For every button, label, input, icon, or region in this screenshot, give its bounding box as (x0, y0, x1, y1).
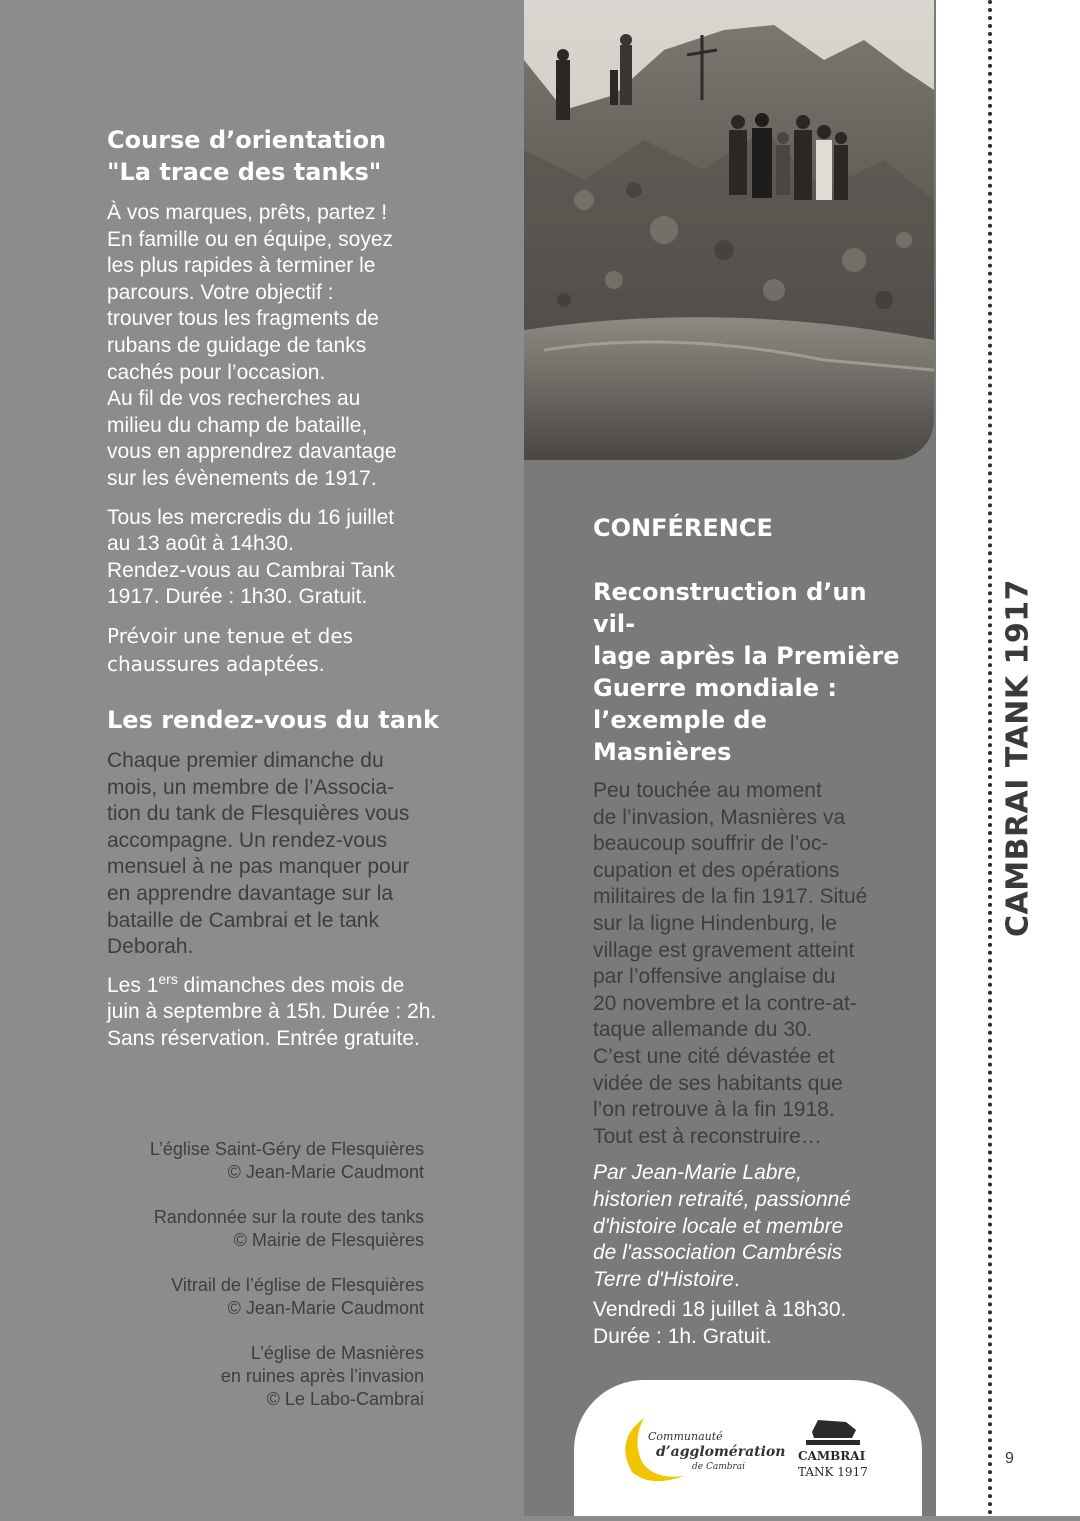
dotted-divider (988, 0, 992, 1516)
rdv-sched-sup: ers (158, 970, 178, 987)
rdv-body: Chaque premier dimanche du mois, un membre de l’Associa- tion du tank de Flesquières vous accompagne. Un rendez-vous mensuel à ne pas manquer pour en apprendre davantage sur la bataille de Cambrai et le tank Deborah. (107, 749, 410, 959)
agglo-line1: Communauté (648, 1430, 723, 1443)
tank-line1: CAMBRAI (798, 1449, 866, 1463)
course-body: À vos marques, prêts, partez ! En famille ou en équipe, soyez les plus rapides à terminer le parcours. Votre objectif : trouver tous les fragments de rubans de guidage de tanks cachés pour l’occasion. Au fil de vos recherches au milieu du champ de bataille, vous en apprendrez davantage sur les évènements de 1917. (107, 201, 397, 490)
conference-body: Peu touchée au moment de l’invasion, Masnières va beaucoup souffrir de l’oc- cupation et des opérations militaires de la fin 1917. Situé sur la ligne Hindenburg, le village est gravement atteint par l’offensive anglaise du 20 novembre et la contre-at- taque allemande du 30. C’est une cité dévastée et vidée de ses habitants que l’on retrouve à la fin 1918. Tout est à reconstruire… (593, 779, 868, 1148)
tank-line2: TANK 1917 (798, 1465, 868, 1479)
rdv-sched-post: dimanches des mois de juin à septembre à 15h. Durée : 2h. Sans réservation. Entrée gratuite. (107, 973, 437, 1051)
rdv-schedule (107, 970, 507, 1053)
vertical-title: CAMBRAI TANK 1917 (1000, 578, 1036, 938)
conference-section (593, 512, 913, 1350)
caption-item: L’église Saint-Géry de Flesquières © Jean-Marie Caudmont (149, 1139, 424, 1182)
logo-card (574, 1380, 922, 1516)
rdv-sched-pre: Les 1 (107, 973, 159, 997)
conference-schedule: Vendredi 18 juillet à 18h30. Durée : 1h. Gratuit. (593, 1298, 847, 1348)
course-note-end: . (318, 652, 325, 676)
caption-item: Randonnée sur la route des tanks © Mairie de Flesquières (153, 1207, 424, 1250)
course-title: Course d’orientation "La trace des tanks" (107, 126, 387, 186)
left-content (107, 124, 507, 1053)
rdv-title: Les rendez-vous du tank (107, 706, 439, 735)
course-schedule: Tous les mercredis du 16 juillet au 13 août à 14h30. Rendez-vous au Cambrai Tank 1917. Durée : 1h30. Gratuit. (107, 505, 395, 609)
ruins-photo (524, 0, 934, 460)
conference-label: CONFÉRENCE (593, 514, 773, 542)
photo-captions (44, 1138, 424, 1433)
caption-item: Vitrail de l’église de Flesquières © Jean-Marie Caudmont (171, 1275, 424, 1318)
caption-item: L’église de Masnières en ruines après l’invasion © Le Labo-Cambrai (220, 1343, 424, 1409)
tank-icon (812, 1420, 856, 1438)
agglo-line3: de Cambrai (692, 1462, 746, 1472)
course-note-bold: Prévoir une tenue et des chaussures adaptées (107, 623, 354, 676)
conference-author (593, 1160, 913, 1293)
conference-title: Reconstruction d’un vil- lage après la Première Guerre mondiale : l’exemple de Masnières (593, 578, 900, 766)
logos-graphic (574, 1380, 922, 1516)
conference-author-text: Par Jean-Marie Labre, historien retraité, passionné d'histoire locale et membre de l'association Cambrésis Terre d'Histoire (593, 1161, 851, 1291)
agglo-line2: d’agglomération (656, 1444, 786, 1460)
page-number: 9 (1005, 1450, 1014, 1467)
course-note (107, 623, 507, 678)
conference-author-end: . (733, 1267, 740, 1291)
ruins-photo-graphic (524, 0, 934, 460)
